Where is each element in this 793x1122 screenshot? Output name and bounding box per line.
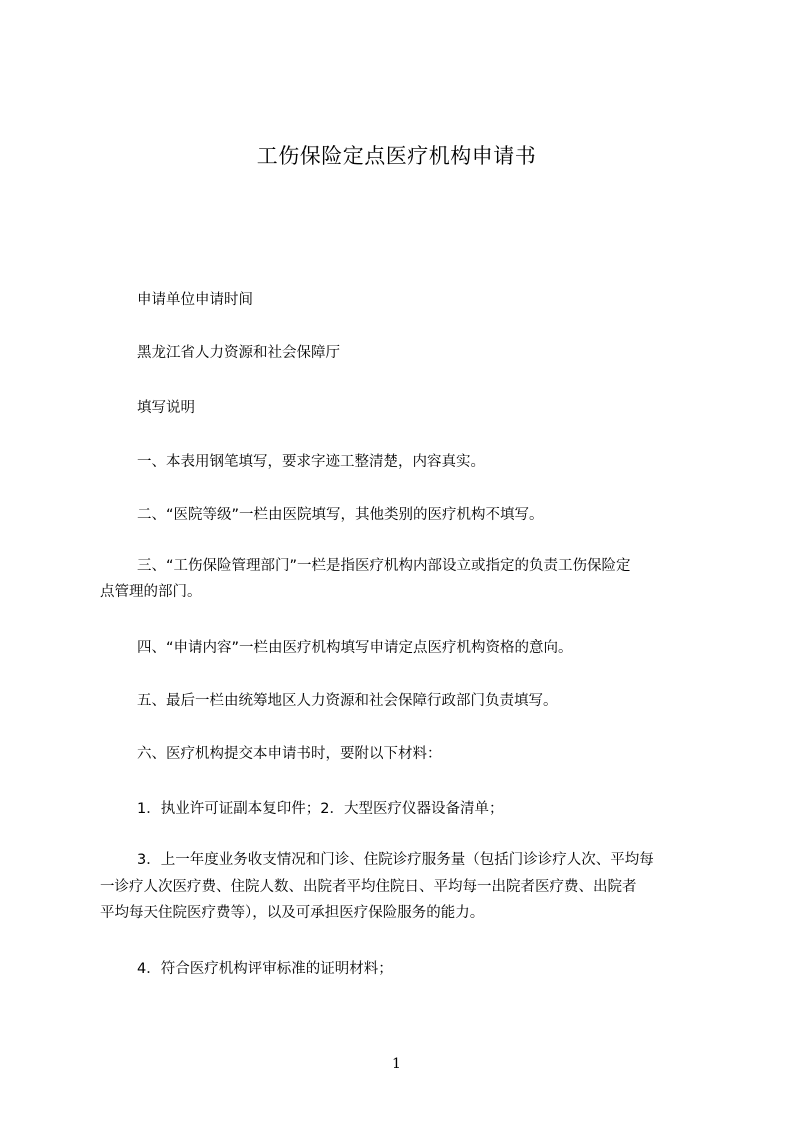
material-item-3 xyxy=(100,847,700,927)
material-item-1-2 xyxy=(100,795,700,823)
instruction-item-4 xyxy=(100,634,700,662)
paragraph-line: 4．符合医疗机构评审标准的证明材料； xyxy=(137,961,393,977)
paragraph-line: 黑龙江省人力资源和社会保障厅 xyxy=(137,345,340,361)
paragraph-line: 五、最后一栏由统筹地区人力资源和社会保障行政部门负责填写。 xyxy=(137,693,558,709)
paragraph-line: 点管理的部门。 xyxy=(100,584,202,600)
instruction-item-2 xyxy=(100,501,700,529)
instruction-item-1 xyxy=(100,448,700,476)
paragraph-line: 二、“医院等级”一栏由医院填写，其他类别的医疗机构不填写。 xyxy=(137,507,544,523)
paragraph-line: 一诊疗人次医疗费、住院人数、出院者平均住院日、平均每一出院者医疗费、出院者 xyxy=(100,878,637,895)
paragraph-line: 申请单位申请时间 xyxy=(137,292,253,308)
paragraph-line: 三、“工伤保险管理部门”一栏是指医疗机构内部设立或指定的负责工伤保险定 xyxy=(137,558,631,574)
paragraph-line: 六、医疗机构提交本申请书时，要附以下材料： xyxy=(137,746,442,762)
instruction-item-5 xyxy=(100,687,700,715)
paragraph-applicant xyxy=(100,286,700,314)
paragraph-line: 1．执业许可证副本复印件；2．大型医疗仪器设备清单； xyxy=(137,801,504,817)
document-title: 工伤保险定点医疗机构申请书 xyxy=(256,144,537,168)
paragraph-instructions-heading xyxy=(100,394,700,422)
paragraph-line: 填写说明 xyxy=(137,400,195,416)
paragraph-line: 四、“申请内容”一栏由医疗机构填写申请定点医疗机构资格的意向。 xyxy=(137,640,573,656)
paragraph-authority xyxy=(100,339,700,367)
instruction-item-3 xyxy=(100,553,700,605)
page-number: 1 xyxy=(392,1056,401,1072)
instruction-item-6 xyxy=(100,740,700,768)
paragraph-line: 一、本表用钢笔填写，要求字迹工整清楚，内容真实。 xyxy=(137,454,485,470)
material-item-4 xyxy=(100,955,700,983)
paragraph-line: 平均每天住院医疗费等），以及可承担医疗保险服务的能力。 xyxy=(100,905,485,921)
paragraph-line: 3．上一年度业务收支情况和门诊、住院诊疗服务量（包括门诊诊疗人次、平均每 xyxy=(137,852,654,868)
